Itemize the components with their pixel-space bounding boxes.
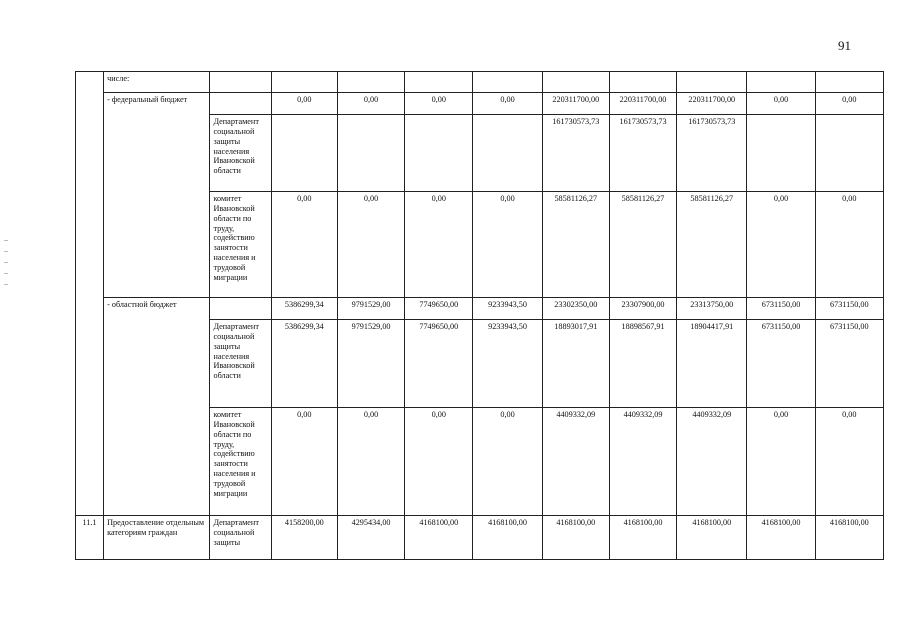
table-row	[76, 192, 884, 298]
value-cell: 9233943,50	[473, 320, 542, 408]
row-code-cell	[76, 93, 104, 115]
value-cell: 220311700,00	[677, 93, 747, 115]
value-cell	[473, 72, 542, 93]
value-cell: 0,00	[473, 408, 542, 516]
value-cell: 220311700,00	[542, 93, 609, 115]
value-cell: 23313750,00	[677, 298, 747, 320]
value-cell: 7749650,00	[405, 298, 473, 320]
value-cell	[337, 72, 404, 93]
row-label-cell	[104, 320, 210, 408]
row-label-cell	[104, 192, 210, 298]
value-cell: 4168100,00	[405, 516, 473, 560]
value-cell: 0,00	[271, 93, 337, 115]
value-cell: 4295434,00	[337, 516, 404, 560]
table-row	[76, 320, 884, 408]
row-label-cell: - областной бюджет	[104, 298, 210, 320]
value-cell: 6731150,00	[815, 298, 883, 320]
value-cell: 6731150,00	[815, 320, 883, 408]
value-cell	[405, 72, 473, 93]
value-cell: 0,00	[815, 192, 883, 298]
row-label-cell	[104, 408, 210, 516]
value-cell	[337, 115, 404, 192]
row-department-cell	[210, 298, 271, 320]
value-cell: 4168100,00	[542, 516, 609, 560]
value-cell: 7749650,00	[405, 320, 473, 408]
row-department-cell	[210, 72, 271, 93]
value-cell: 4158200,00	[271, 516, 337, 560]
value-cell: 5386299,34	[271, 320, 337, 408]
value-cell: 58581126,27	[542, 192, 609, 298]
row-department-cell: Департамент социальной защиты населения Ивановской области	[210, 115, 271, 192]
row-department-cell: комитет Ивановской области по труду, содействию занятости населения и трудовой миграции	[210, 192, 271, 298]
value-cell: 4168100,00	[473, 516, 542, 560]
value-cell: 220311700,00	[609, 93, 676, 115]
value-cell	[747, 72, 815, 93]
row-department-cell: комитет Ивановской области по труду, содействию занятости населения и трудовой миграции	[210, 408, 271, 516]
budget-table	[75, 71, 884, 560]
value-cell: 0,00	[271, 408, 337, 516]
value-cell: 5386299,34	[271, 298, 337, 320]
value-cell: 4168100,00	[677, 516, 747, 560]
row-label-cell: числе:	[104, 72, 210, 93]
value-cell: 4409332,09	[609, 408, 676, 516]
value-cell: 161730573,73	[542, 115, 609, 192]
value-cell: 0,00	[747, 93, 815, 115]
value-cell: 161730573,73	[609, 115, 676, 192]
table-row	[76, 516, 884, 560]
value-cell: 58581126,27	[609, 192, 676, 298]
value-cell: 161730573,73	[677, 115, 747, 192]
value-cell: 9791529,00	[337, 320, 404, 408]
value-cell: 0,00	[337, 408, 404, 516]
value-cell: 0,00	[271, 192, 337, 298]
value-cell	[815, 72, 883, 93]
value-cell	[542, 72, 609, 93]
value-cell: 4168100,00	[609, 516, 676, 560]
row-code-cell	[76, 408, 104, 516]
value-cell: 4409332,09	[677, 408, 747, 516]
value-cell: 4168100,00	[815, 516, 883, 560]
value-cell: 18898567,91	[609, 320, 676, 408]
value-cell: 23302350,00	[542, 298, 609, 320]
value-cell: 0,00	[337, 93, 404, 115]
value-cell: 23307900,00	[609, 298, 676, 320]
row-code-cell	[76, 115, 104, 192]
scan-artifact-marks	[4, 240, 12, 310]
value-cell: 0,00	[405, 192, 473, 298]
value-cell: 4168100,00	[747, 516, 815, 560]
value-cell: 0,00	[815, 93, 883, 115]
value-cell: 0,00	[473, 192, 542, 298]
value-cell: 9233943,50	[473, 298, 542, 320]
value-cell: 0,00	[473, 93, 542, 115]
value-cell	[677, 72, 747, 93]
value-cell: 0,00	[405, 93, 473, 115]
row-label-cell	[104, 115, 210, 192]
value-cell: 0,00	[747, 192, 815, 298]
value-cell: 0,00	[747, 408, 815, 516]
value-cell	[405, 115, 473, 192]
table-row	[76, 298, 884, 320]
value-cell	[473, 115, 542, 192]
row-code-cell: 11.1	[76, 516, 104, 560]
table-row	[76, 408, 884, 516]
value-cell: 6731150,00	[747, 298, 815, 320]
value-cell: 0,00	[337, 192, 404, 298]
value-cell: 6731150,00	[747, 320, 815, 408]
value-cell: 9791529,00	[337, 298, 404, 320]
row-department-cell: Департамент социальной защиты	[210, 516, 271, 560]
value-cell: 4409332,09	[542, 408, 609, 516]
page-number: 91	[838, 38, 851, 53]
row-label-cell: Предоставление отдельным категориям граждан	[104, 516, 210, 560]
value-cell	[815, 115, 883, 192]
row-code-cell	[76, 192, 104, 298]
row-label-cell: - федеральный бюджет	[104, 93, 210, 115]
row-department-cell	[210, 93, 271, 115]
value-cell	[747, 115, 815, 192]
value-cell: 18904417,91	[677, 320, 747, 408]
row-code-cell	[76, 298, 104, 320]
value-cell: 0,00	[405, 408, 473, 516]
value-cell: 18893017,91	[542, 320, 609, 408]
value-cell: 58581126,27	[677, 192, 747, 298]
table-row	[76, 115, 884, 192]
budget-table-body	[76, 72, 884, 560]
value-cell	[609, 72, 676, 93]
value-cell: 0,00	[815, 408, 883, 516]
value-cell	[271, 72, 337, 93]
row-department-cell: Департамент социальной защиты населения Ивановской области	[210, 320, 271, 408]
table-row	[76, 72, 884, 93]
value-cell	[271, 115, 337, 192]
row-code-cell	[76, 72, 104, 93]
table-row	[76, 93, 884, 115]
row-code-cell	[76, 320, 104, 408]
